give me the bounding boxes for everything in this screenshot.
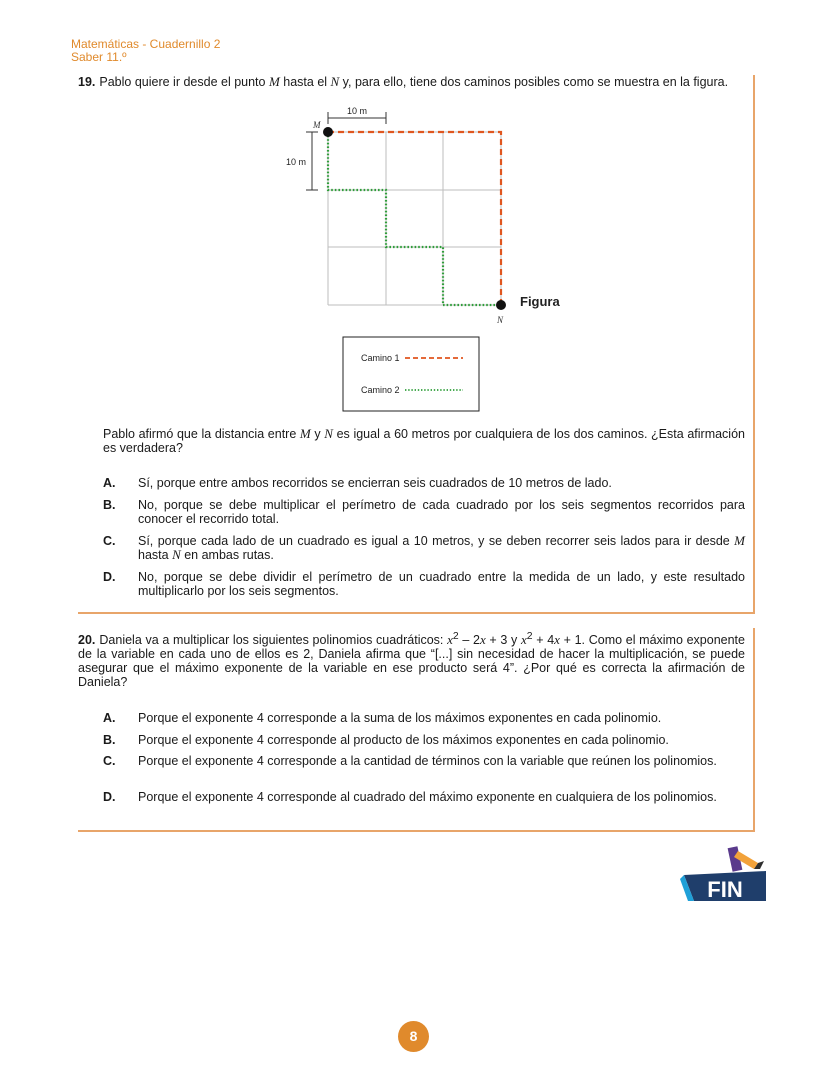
option-b[interactable]: B. Porque el exponente 4 corresponde al producto de los máximos exponentes en cada polinomio.	[103, 733, 669, 747]
fin-logo	[680, 843, 772, 905]
question-19-intro: 19. Pablo quiere ir desde el punto M hasta el N y, para ello, tiene dos caminos posibles como se muestra en la figura.	[78, 74, 729, 89]
question-number: 19.	[78, 75, 96, 89]
question-19-stem: Pablo afirmó que la distancia entre M y N es igual a 60 metros por cualquiera de los dos caminos. ¿Esta afirmación es verdadera?	[103, 426, 745, 455]
point-n-label: N	[497, 315, 504, 325]
dimension-horizontal-label: 10 m	[346, 106, 368, 116]
question-20-stem: 20. Daniela va a multiplicar los siguientes polinomios cuadráticos: $x^2 - 2x + 3$ y $x^2 + 4x + 1$. Como el máximo exponente de la variable en cada uno de ellos es 2, Daniela afirma que “[...] sin necesidad de hacer la multiplicación, se puede asegurar que el máximo exponente de la variable en ese producto será 4”. ¿Por qué es correcta la afirmación de Daniela?	[78, 631, 745, 690]
page-header	[71, 38, 220, 64]
option-a[interactable]: A. Porque el exponente 4 corresponde a la suma de los máximos exponentes en cada polinomio.	[103, 711, 662, 725]
option-d[interactable]: D. No, porque se debe dividir el perímetro de un cuadrado entre la medida de un lado, y este resultado multiplicarlo por los seis segmentos.	[103, 570, 745, 598]
option-c[interactable]: C. Sí, porque cada lado de un cuadrado es igual a 10 metros, y se deben recorrer seis lados para ir desde M hasta N en ambas rutas.	[103, 533, 745, 562]
path-2	[328, 132, 501, 305]
dimension-vertical-label: 10 m	[285, 157, 307, 167]
page-number: 8	[398, 1021, 429, 1052]
header-subject: Matemáticas - Cuadernillo 2	[71, 37, 221, 51]
path-1	[328, 132, 501, 305]
point-m	[323, 127, 333, 137]
option-a[interactable]: A. Sí, porque entre ambos recorridos se encierran seis cuadrados de 10 metros de lado.	[103, 476, 612, 490]
option-d[interactable]: D. Porque el exponente 4 corresponde al cuadrado del máximo exponente en cualquiera de los polinomios.	[103, 790, 717, 804]
header-level: Saber 11.º	[71, 50, 127, 64]
point-n	[496, 300, 506, 310]
legend-label-1: Camino 1	[361, 353, 400, 363]
legend-label-2: Camino 2	[361, 385, 400, 395]
option-c[interactable]: C. Porque el exponente 4 corresponde a la cantidad de términos con la variable que reúnen los polinomios.	[103, 754, 717, 768]
figure-label: Figura	[520, 294, 560, 309]
legend-box	[343, 337, 479, 411]
question-20	[78, 628, 755, 832]
dimension-vertical	[306, 132, 318, 190]
question-number: 20.	[78, 633, 96, 648]
question-19	[78, 75, 755, 614]
option-b[interactable]: B. No, porque se debe multiplicar el perímetro de cada cuadrado por los seis segmentos recorridos para conocer el recorrido total.	[103, 498, 745, 526]
fin-logo-text: FIN	[707, 877, 743, 902]
grid	[328, 132, 501, 305]
pencil-icon	[728, 846, 764, 872]
path-figure	[268, 100, 588, 420]
point-m-label: M	[313, 120, 321, 130]
